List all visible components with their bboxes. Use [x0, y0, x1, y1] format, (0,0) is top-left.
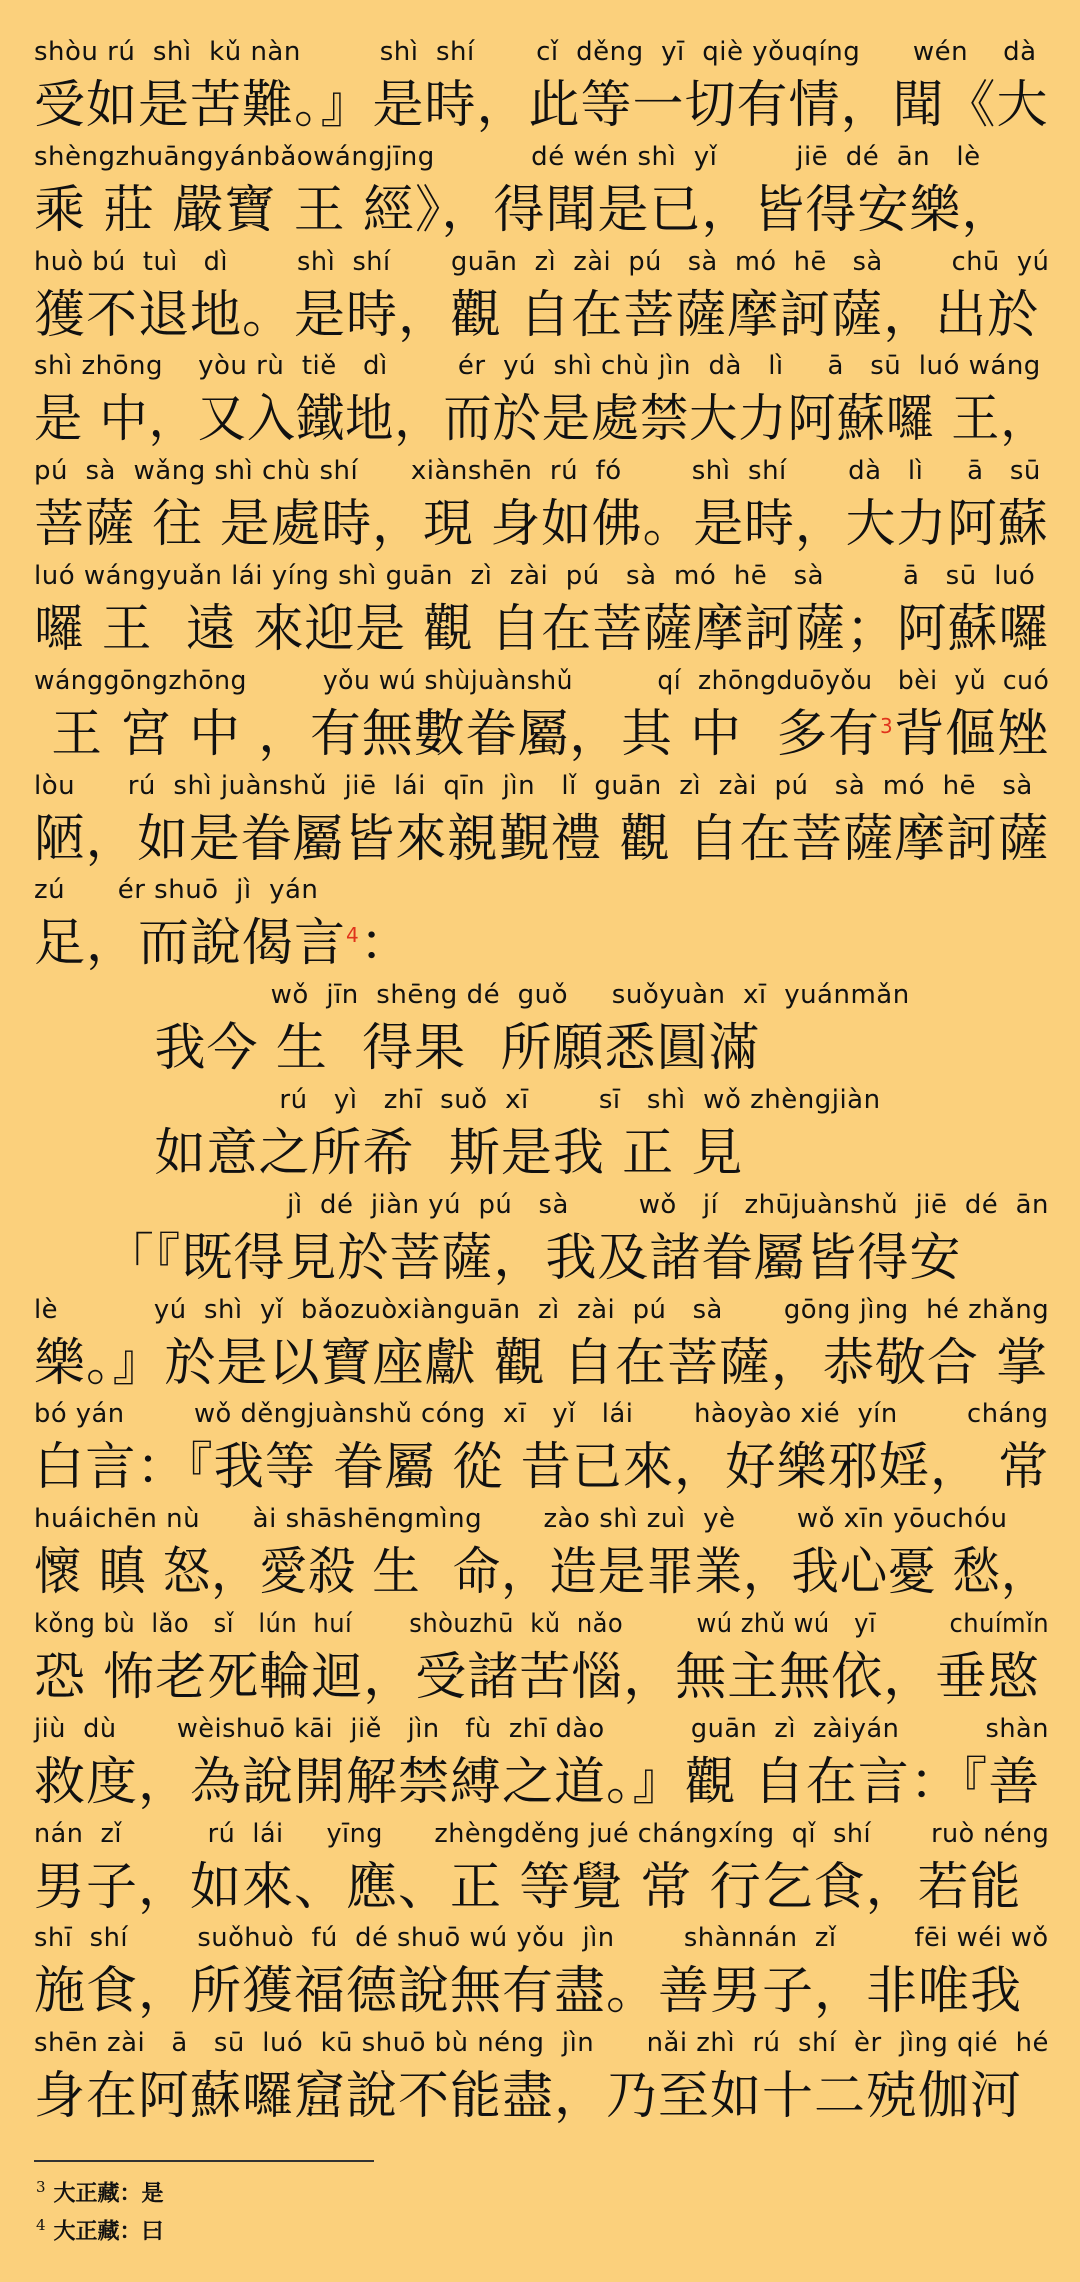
chinese-text	[34, 598, 1049, 662]
chinese-text	[34, 703, 1049, 767]
chinese-text	[34, 1751, 1040, 1815]
chinese-text-main: 是 中，又入鐵地，而於是處禁大力阿蘇囉 王，	[34, 390, 1050, 449]
chinese-text	[34, 284, 1039, 348]
pinyin-annotation: luó wángyuǎn lái yíng shì guān zì zài pú sà mó hē sà ā sū luó	[34, 561, 1036, 591]
chinese-text-main: 受如是苦難。』是時，此等一切有情，聞《大	[34, 76, 1049, 135]
footnote-reference[interactable]: 3	[880, 714, 894, 738]
chinese-text-main: 男子，如來、應、正 等覺 常 行乞食，若能	[34, 1858, 1022, 1917]
chinese-text-main: 王 宮 中 ，有無數眷屬，其 中 多有	[34, 705, 881, 764]
chinese-text-main: 我今 生 得果 所願悉圓滿	[34, 1019, 761, 1078]
chinese-text-main: 施食，所獲福德說無有盡。善男子，非唯我	[34, 1962, 1023, 2021]
pinyin-annotation: bó yán wǒ děngjuànshǔ cóng xī yǐ lái hàoyào xié yín cháng	[34, 1399, 1049, 1429]
chinese-text-main: 救度，為說開解禁縛之道。』觀 自在言：『善	[34, 1753, 1041, 1812]
chinese-text	[34, 179, 1013, 243]
pinyin-annotation: shī shí suǒhuò fú dé shuō wú yǒu jìn shànnán zǐ fēi wéi wǒ	[34, 1923, 1049, 1953]
chinese-text	[34, 1332, 1048, 1396]
footnote-reference[interactable]: 4	[346, 923, 360, 947]
pinyin-annotation: pú sà wǎng shì chù shí xiànshēn rú fó shì shí dà lì ā sū	[34, 456, 1041, 486]
chinese-text-main: 「『既得見於菩薩，我及諸眷屬皆得安	[34, 1229, 962, 1288]
chinese-text	[34, 1227, 961, 1291]
pinyin-annotation: zú ér shuō jì yán	[34, 875, 319, 905]
chinese-text-main: 如意之所希 斯是我 正 見	[34, 1124, 744, 1183]
pinyin-annotation: nán zǐ rú lái yīng zhèngděng jué chángxíng qǐ shí ruò néng	[34, 1819, 1050, 1849]
pinyin-annotation: huáichēn nù ài shāshēngmìng zào shì zuì yè wǒ xīn yōuchóu	[34, 1504, 1008, 1534]
chinese-text-main: 乘 莊 嚴寶 王 經》，得聞是已，皆得安樂，	[34, 181, 1014, 240]
chinese-text	[34, 1436, 1049, 1500]
chinese-text-tail: ：	[359, 914, 412, 973]
pinyin-annotation: wǒ jīn shēng dé guǒ suǒyuàn xī yuánmǎn	[34, 980, 910, 1010]
chinese-text-main: 身在阿蘇囉窟說不能盡，乃至如十二殑伽河	[34, 2067, 1023, 2126]
pinyin-annotation: shèngzhuāngyánbǎowángjīng dé wén shì yǐ jiē dé ān lè	[34, 142, 981, 172]
pinyin-annotation: rú yì zhī suǒ xī sī shì wǒ zhèngjiàn	[34, 1085, 881, 1115]
footnote-number: 4	[36, 2216, 46, 2234]
pinyin-annotation: jì dé jiàn yú pú sà wǒ jí zhūjuànshǔ jiē dé ān	[34, 1190, 1049, 1220]
chinese-text-tail: 背傴矬	[893, 705, 1050, 764]
chinese-text-main: 懷 瞋 怒，愛殺 生 命，造是罪業，我心憂 愁，	[34, 1543, 1050, 1602]
pinyin-annotation: jiù dù wèishuō kāi jiě jìn fù zhī dào guān zì zàiyán shàn	[34, 1714, 1049, 1744]
chinese-text-main: 足，而說偈言	[34, 914, 347, 973]
chinese-text-main: 恐 怖老死輪迴，受諸苦惱，無主無依，垂愍	[34, 1648, 1040, 1707]
pinyin-annotation: wánggōngzhōng yǒu wú shùjuànshǔ qí zhōngduōyǒu bèi yǔ cuó	[34, 666, 1050, 696]
footnote-4	[36, 2211, 164, 2246]
pinyin-annotation: lòu rú shì juànshǔ jiē lái qīn jìn lǐ guān zì zài pú sà mó hē sà	[34, 771, 1033, 801]
footnote-text: 大正藏：曰	[53, 2218, 164, 2245]
footnote-text: 大正藏：是	[53, 2180, 164, 2207]
chinese-text-main: 陋，如是眷屬皆來親覲禮 觀 自在菩薩摩訶薩	[34, 810, 1050, 869]
chinese-text	[34, 493, 1049, 557]
chinese-text	[34, 388, 1049, 452]
chinese-text-main: 菩薩 往 是處時，現 身如佛。是時，大力阿蘇	[34, 495, 1049, 554]
footnote-3	[36, 2173, 164, 2208]
chinese-text-main: 囉 王 遠 來迎是 觀 自在菩薩摩訶薩；阿蘇囉	[34, 600, 1050, 659]
chinese-text-main: 白言：『我等 眷屬 從 昔已來，好樂邪婬， 常	[34, 1438, 1050, 1497]
chinese-text	[34, 74, 1049, 138]
chinese-text-main: 樂。』於是以寶座獻 觀 自在菩薩，恭敬合 掌	[34, 1334, 1049, 1393]
chinese-text	[34, 2065, 1022, 2129]
chinese-text	[34, 1960, 1022, 2024]
pinyin-annotation: shòu rú shì kǔ nàn shì shí cǐ děng yī qiè yǒuqíng wén dà	[34, 37, 1037, 67]
chinese-text	[34, 1646, 1039, 1710]
chinese-text	[34, 1122, 743, 1186]
chinese-text	[34, 808, 1049, 872]
chinese-text	[34, 912, 412, 976]
footnote-divider	[34, 2160, 374, 2162]
chinese-text	[34, 1856, 1022, 1920]
pinyin-annotation: lè yú shì yǐ bǎozuòxiànguān zì zài pú sà gōng jìng hé zhǎng	[34, 1295, 1050, 1325]
chinese-text	[34, 1541, 1049, 1605]
footnote-number: 3	[36, 2178, 46, 2196]
pinyin-annotation: shēn zài ā sū luó kū shuō bù néng jìn nǎi zhì rú shí èr jìng qié hé	[34, 2028, 1049, 2058]
chinese-text-main: 獲不退地。是時，觀 自在菩薩摩訶薩，出於	[34, 286, 1040, 345]
pinyin-annotation: huò bú tuì dì shì shí guān zì zài pú sà mó hē sà chū yú	[34, 247, 1050, 277]
pinyin-annotation: shì zhōng yòu rù tiě dì ér yú shì chù jìn dà lì ā sū luó wáng	[34, 351, 1041, 381]
pinyin-annotation: kǒng bù lǎo sǐ lún huí shòuzhū kǔ nǎo wú zhǔ wú yī chuímǐn	[34, 1609, 1050, 1639]
chinese-text	[34, 1017, 761, 1081]
